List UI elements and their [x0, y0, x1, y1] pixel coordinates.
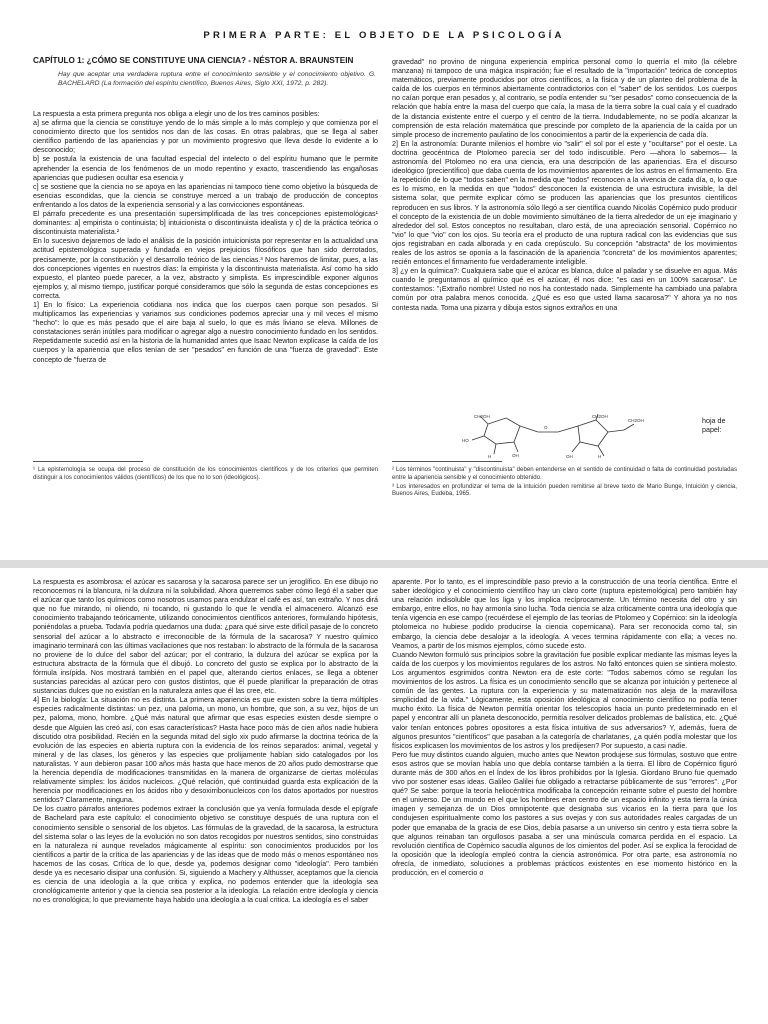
footnotes-right	[392, 466, 737, 499]
chem-trailing-text: hoja de papel:	[702, 417, 726, 435]
body-paragraph: La respuesta es asombrosa: el azúcar es sacarosa y la sacarosa parece ser un jeroglífico. En ese dibujo no reconocemos ni la blancura, ni la dulzura ni la solubilidad. Ahora querremos saber cómo llegó él a saber que el azúcar que tanto los químicos como nosotros usamos para endulzar el café es así, tan extraño. Y nos dirá que no fue mirando, ni oliendo, ni tocando, ni gustando lo que le vendía el almacenero. Alcanzó ese conocimiento trabajando teóricamente, utilizando conocimientos científicos anteriores, formulando hipótesis, poniéndolas a prueba. Todavía podría quedarnos una duda: ¿para qué sirve este difícil pasaje de lo concreto sensorial del azúcar a lo abstracto e irreconocible de la fórmula de la sacarosa? Y nuestro químico imaginario terminará con las últimas vacilaciones que nos restaban: lo abstracto de la fórmula de la sacarosa no proviene de lo dulce del sabor del azúcar; por el contrario, la dulzura del azúcar se explica por la estructura abstracta de la fórmula que él dibujó. Lo concreto del gusto se explica por lo abstracto de la fórmula insípida. Nos mostrará también en el papel que, alterando ciertos enlaces, se llega a obtener sustancias parecidas al azúcar pero con gustos distintos, que él puede planificar la preparación de otras sustancias dulces que no existían en la naturaleza antes que él las cree, etc.	[33, 578, 378, 696]
part-title: PRIMERA PARTE: EL OBJETO DE LA PSICOLOGÍA	[203, 30, 565, 41]
page1-right-column	[392, 58, 737, 313]
page2-left-column	[33, 578, 378, 905]
svg-text:HO: HO	[462, 438, 469, 443]
epigraph: Hay que aceptar una verdadera ruptura entre el conocimiento sensible y el conocimiento objetivo. G. BACHELARD (La formación del espíritu científico, Buenos Aires, Siglo XXI, 1972, p. 282).	[58, 71, 376, 87]
body-paragraph: gravedad" no provino de ninguna experiencia empírica personal como lo querría el mito (la célebre manzana) ni tampoco de una mágica inspiración; fue el resultado de la "importación" teórica de conceptos matemáticos, previamente producidos por otros científicos, a la física y de un planteo del problema de la caída de los cuerpos en términos abiertamente contradictorios con el "saber" de los sentidos. Los cuerpos no caían porque eran pesados y, al contrario, se podía entender su "ser pesados" como consecuencia de la relación que había entre la masa del cuerpo que caía, la masa de la tierra sobre la cual caía y el cuadrado de la distancia existente entre el cuerpo y el centro de la tierra. Indudablemente, no se podía alcanzar la comprensión de esta relación matemática que prescinde por completo de la apariencia de la caída por un simple proceso de incremento paulatino de los conocimientos a partir de la experiencia de cada día.	[392, 58, 737, 139]
svg-text:OH: OH	[566, 454, 573, 458]
body-paragraph: aparente. Por lo tanto, es el imprescindible paso previo a la construcción de una teoría científica. Entre el saber ideológico y el conocimiento científico hay un claro corte (ruptura epistemológica) pero también hay una relación indisoluble que los liga y los implica recíprocamente. Un término necesita del otro y sin embargo, entre ellos, no hay armonía sino lucha. Toda ciencia se alza críticamente contra una ideología que tenía vigencia en ese campo (recuérdese el ejemplo de las teorías de Ptolomeo y Copérnico: sin la ideología ptolomeica no hubiese podido producirse la ciencia copernicana). Para ser reconocida como tal, sin embargo, la ciencia debe desalojar a la ideología. A veces termina rápidamente con ella; a veces no. Veamos, a partir de los mismos ejemplos, cómo sucede esto.	[392, 578, 737, 650]
body-paragraph: En lo sucesivo dejaremos de lado el análisis de la posición intuicionista por representar en la actualidad una actitud epistemológica superada y fundada en viejos prejuicios filosóficos que han sido derrotados, precisamente, por la constitución y el desarrollo teórico de las ciencias.³ Nos haremos de limitar, pues, a las dos concepciones vigentes en nuestros días: la empirista y la discontinuista materialista. Así como ha sido expuesto, el planteo puede parecer, a la vez, abstracto y simplista. Es imprescindible exponer algunos ejemplos y, al mismo tiempo, justificar porqué consideramos que sólo la segunda de estas concepciones es correcta.	[33, 237, 378, 300]
body-paragraph: El párrafo precedente es una presentación supersimplificada de las tres concepciones epistemológicas¹ dominantes: a] empirista o continuista; b] intuicionista o discontinuista idealista y c] de la práctica teórica o discontinuista materialista.²	[33, 210, 378, 237]
svg-text:CH2OH: CH2OH	[474, 414, 490, 419]
footnote: ¹ La epistemología se ocupa del proceso de constitución de los conocimientos científicos y de los criterios que permiten distinguir a los conocimientos válidos (científicos) de los que no lo son (ideológicos).	[33, 466, 378, 481]
svg-text:CH2OH: CH2OH	[592, 414, 608, 419]
body-paragraph: Pero fue muy distintos cuando alguien, mucho antes que Newton produjese sus fórmulas, sostuvo que entre esos astros que se movían había uno que debía contarse también a la tierra. El libro de Copérnico figuró durante más de 300 años en el Índex de los libros prohibidos por la Iglesia. Giordano Bruno fue quemado vivo por sostener esas ideas. Galileo Galilei fue obligado a retractarse públicamente de sus "errores". ¿Por qué? Se sabe: porque la teoría heliocéntrica modificaba la concepción reinante sobre el puesto del hombre en el universo. De un mundo en el que los hombres eran centro de un espacio infinito y esta tierra la única imagen y semejanza de un Dios omnipotente que designaba sus vicarios en la tierra para que los condujesen espiritualmente como los pastores a sus ovejas y con sus autoridades reales cargadas de un poder que emanaba de la gracia de ese Dios, debía pasarse a un universo sin centro y esta tierra sobre la que algunos reinaban tan orgullosos pasaba a ser una minúscula comarca perdida en el espacio. La revolución científica de Copérnico sacudía algunos de los cimientos del poder. Así se explica la ferocidad de la oposición que la ideología empleó contra la ciencia astronómica. Por otra parte, esa astronomía no ofrecía, de inmediato, soluciones a problemas prácticos existentes en ese momento histórico en la producción, en el comercio o	[392, 750, 737, 877]
body-paragraph: Cuando Newton formuló sus principios sobre la gravitación fue posible explicar mediante las mismas leyes la caída de los cuerpos y los movimientos regulares de los astros. No faltó entonces quien se sintiera molesto. Los argumentos esgrimidos contra Newton era de este corte: "Todos sabemos cómo se regulan los movimientos de los astros. La física es un conocimiento sencillo que se alcanza por intuición y pertenece al común de las gentes. La ruptura con la experiencia y su matematización nos aleja de la maravillosa simplicidad de la vida." Lógicamente, esta oposición ideológica al conocimiento científico no podía tener mucho éxito. La física de Newton permitía orientar los telescopios hacia un punto predeterminado en el papel y encontrar allí un planeta desconocido, permitía resolver delicados problemas de balística, etc. ¿Qué valor tenían entonces pobres opositores a esta física intuitiva de sus adversarios? Y, además, fuera de algunos presuntos "científicos" que pasaban a la categoría de charlatanes, ¿a quién podía molestar que los físicos explicasen los movimientos de los astros y los predijesen? Por supuesto, a casi nadie.	[392, 650, 737, 750]
svg-text:H: H	[598, 454, 602, 458]
body-paragraph: c] se sostiene que la ciencia no se apoya en las apariencias ni tampoco tiene como objetivo la búsqueda de esencias escondidas, que la ciencia se construye merced a un trabajo de producción de conceptos enfrentando a los datos de la experiencia sensorial y a las convicciones espontáneas.	[33, 182, 378, 209]
chapter-title: CAPÍTULO 1: ¿CÓMO SE CONSTITUYE UNA CIENCIA? - NÉSTOR A. BRAUNSTEIN	[33, 56, 354, 65]
footnotes-left	[33, 466, 378, 483]
body-paragraph: La respuesta a esta primera pregunta nos obliga a elegir uno de los tres caminos posibles:	[33, 110, 320, 118]
svg-text:OH: OH	[512, 453, 519, 458]
body-paragraph: 4] En la biología: La situación no es distinta. La primera apariencia es que existen sobre la tierra múltiples especies radicalmente distintas: un pez, una paloma, un mono, un hombre, que son, a su vez, hijos de un pez, paloma, mono, hombre. ¿Qué más natural que afirmar que esas especies existen desde siempre o desde que Alguien las creó así, con esas características? Hasta hace poco más de cien años nadie hubiera discutido otra posibilidad. Recién en la segunda mitad del siglo xix pudo afirmarse la doctrina teórica de la evolución de las especies en abierta ruptura con la evidencia de los reinos separados: animal, vegetal y mineral y de las clases, los géneros y las especies que prolijamente habían sido catalogados por los naturalistas. Y aun debieron pasar 100 años más hasta que hace menos de 20 años pudo demostrarse que la herencia dependía de modificaciones transmitidas en la manera de organizarse de ciertas moléculas relativamente simples: los ácidos nucleicos. ¿Qué relación, qué continuidad guarda esta explicación de la herencia por modificaciones en los ácidos ribo y desoxirribonucleicos con los datos aportados por nuestros sentidos? Claramente, ninguna.	[33, 696, 378, 805]
footnote: ² Los términos "continuista" y "discontinuista" deben entenderse en el sentido de continuidad o falta de continuidad postuladas entre la apariencia sensible y el conocimiento obtenido.	[392, 466, 737, 481]
body-paragraph: b] se postula la existencia de una facultad especial del intelecto o del espíritu humano que le permite aprehender la esencia de los fenómenos de un modo repentino y exacto, trascendiendo las engañosas apariencias que pudiesen ocultar esa esencia y	[33, 155, 378, 182]
sucrose-formula-image	[458, 414, 670, 458]
footnote: ³ Los interesados en profundizar el tema de la intuición pueden remitirse al breve texto de Mario Bunge, Intuición y ciencia, Buenos Aires, Eudeba, 1965.	[392, 482, 737, 498]
svg-text:CH2OH: CH2OH	[628, 418, 644, 423]
body-paragraph: 1] En lo físico: La experiencia cotidiana nos indica que los cuerpos caen porque son pesados. Si multiplicamos las experiencias y variamos sus condiciones podemos apreciar una y mil veces el mismo "hecho": lo que es más pesado que el aire baja al suelo, lo que es más liviano se eleva. Millones de constataciones serán inútiles para modificar o agregar algo a nuestro conocimiento fundado en los sentidos. Repetidamente sucedió así en la historia de la humanidad antes que Isaac Newton explicase la caída de los cuerpos y la apariencia que ellos tenían de ser "pesados" en función de una "fuerza de gravedad". Este concepto de "fuerza de	[33, 300, 378, 364]
svg-text:H: H	[488, 454, 492, 458]
page1-left-column	[33, 110, 378, 365]
footnote-rule-left	[33, 461, 143, 462]
body-paragraph: De los cuatro párrafos anteriores podemos extraer la conclusión que ya venía formulada desde el epígrafe de Bachelard para este capítulo: el conocimiento objetivo se constituye después de una ruptura con el conocimiento sensible o sensorial de los objetos. Las fórmulas de la gravedad, de la sacarosa, la estructura del sistema solar o las leyes de la evolución no son datos recogidos por nuestros sentidos, sino construidas en la naturaleza ni aunque revelados mágicamente al espíritu: son conocimientos producidos por los científicos a partir de la crítica de las apariencias y de las ideas que de modo más o menos espontáneo nos hacemos de las cosas. Crítica de lo que, desde ya, podemos designar como "ideología". Pero también desde ya es necesario disipar una confusión. Si, siguiendo a Machery y Althusser, aceptamos que la ciencia es ciencia de una ideología a la que critica y explica, no podemos entender que la ideología sea cronológicamente anterior y que la ciencia sea posterior a la ideología. La relación entre ideología y ciencia no es cronológica; lo que previamente haya habido una ideología a la cual critica. La ideología es el saber	[33, 805, 378, 905]
body-paragraph: 2] En la astronomía: Durante milenios el hombre vio "salir" el sol por el este y "ocultarse" por el oeste. La doctrina geocéntrica de Ptolomeo parecía ser del todo indiscutible. Pero —ahora lo sabemos— la astronomía del Ptolomeo no era una ciencia, era una descripción de las apariencias. Era el discurso ideológico (precientífico) que daba cuenta de los movimientos aparentes de los astros en el firmamento. Era la repetición de lo que "todos saben" en la medida que "todos" reconocen a la vivencia de cada día, o, lo que es lo mismo, en la medida en que "todos" desconocen la existencia de una estructura invisible, la del sistema solar, que permite explicar cómo se producen las apariencias que los presuntos científicos reproducen en sus libros. Y la astronomía sólo llegó a ser científica cuando Nicolás Copérnico pudo producir el concepto de la existencia de un doble movimiento simultáneo de la tierra alrededor de un eje imaginario y alrededor del sol. Estos conceptos no resultaban, claro está, de una apreciación sensorial. Copérnico no "vio" lo que "vio" con los ojos. Su teoría era el producto de una ruptura radical con las evidencias que sus ojos registraban en cada alborada y en cada crepúsculo. Su concepción "abstracta" de los movimientos reales de los astros se oponía a la fascinación de la apariencia "concreta" de los movimientos aparentes; recién entonces el firmamento fue verdaderamente inteligible.	[392, 139, 737, 267]
body-paragraph: 3] ¿y en la química?: Cualquiera sabe que el azúcar es blanca, dulce al paladar y se disuelve en agua. Más cuando le preguntamos al químico qué es el azúcar, él nos dice: "es casi en un 100% sacarosa". Le contestamos: "¡Extraño nombre! Usted no nos ha contestado nada. Simplemente ha cambiado una palabra común por otra palabra menos conocida. ¿Qué es eso que usted llama sacarosa?" Y ahora ya no nos contesta nada. Toma una pizarra y dibuja estos signos extraños en una	[392, 267, 737, 312]
body-paragraph: a] se afirma que la ciencia se constituye yendo de lo más simple a lo más complejo y que comienza por el conocimiento directo que los sentidos nos dan de las cosas. En otras palabras, que se llega al saber científico partiendo de las apariencias y por un movimiento progresivo que lleva desde lo evidente a lo desconocido;	[33, 119, 378, 155]
page2-right-column	[392, 578, 737, 878]
footnote-rule-right	[392, 461, 502, 462]
svg-text:O: O	[544, 425, 548, 430]
document-page-2	[0, 568, 768, 1024]
